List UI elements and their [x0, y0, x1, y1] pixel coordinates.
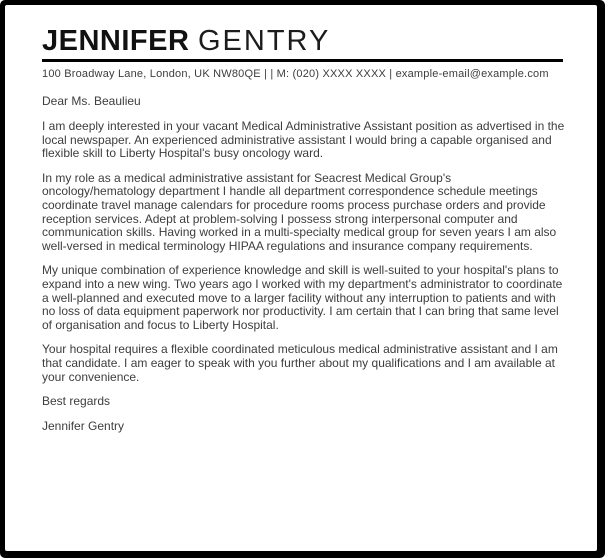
letter-header	[42, 26, 567, 80]
author-name	[42, 26, 567, 56]
paragraph-1: I am deeply interested in your vacant Medical Administrative Assistant position as advertised in the local newspaper. An experienced administrative assistant I would bring a capable organised and flexible skill to Liberty Hospital's busy oncology ward.	[42, 119, 565, 161]
name-space	[189, 25, 198, 57]
closing: Best regards	[42, 394, 111, 409]
author-last-name: GENTRY	[197, 25, 331, 57]
signature: Jennifer Gentry	[42, 418, 125, 433]
paragraph-4: Your hospital requires a flexible coordinated meticulous medical administrative assistant and I am that candidate. I am eager to speak with you further about my qualifications and I am available at your convenience.	[42, 342, 558, 384]
header-divider	[42, 59, 563, 62]
letter-body	[42, 95, 567, 433]
paragraph-3: My unique combination of experience knowledge and skill is well-suited to your hospital's plans to expand into a new wing. Two years ago I worked with my department's administrator to coordinate a well-planned and executed move to a larger facility without any interruption to patients and with no loss of data equipment paperwork nor productivity. I am certain that I can bring that same level of organisation and focus to Liberty Hospital.	[42, 263, 563, 332]
salutation: Dear Ms. Beaulieu	[42, 94, 141, 109]
paragraph-2: In my role as a medical administrative assistant for Seacrest Medical Group's oncology/hematology department I handle all department correspondence schedule meetings coordinate travel manage calendars for procedure rooms process purchase orders and provide reception services. Adept at problem-solving I possess strong interpersonal computer and communication skills. Having worked in a multi-specialty medical group for seven years I am also well-versed in medical terminology HIPAA regulations and insurance company requirements.	[42, 170, 557, 253]
author-first-name: JENNIFER	[42, 25, 190, 57]
contact-line: 100 Broadway Lane, London, UK NW80QE | | M: (020) XXXX XXXX | example-email@example.com	[42, 68, 549, 81]
letter-page	[5, 5, 597, 551]
